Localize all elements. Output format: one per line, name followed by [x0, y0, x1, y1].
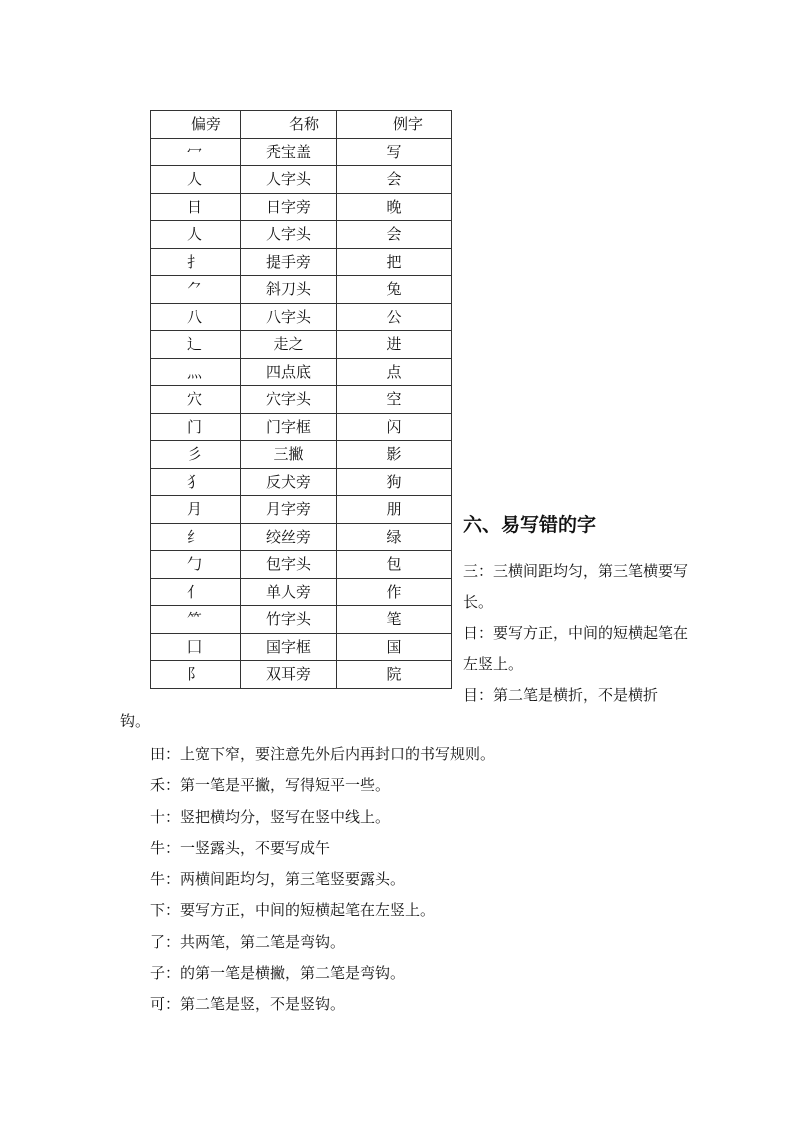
table-row: [151, 138, 452, 166]
name-cell: 八字头: [241, 303, 337, 331]
name-cell: 单人旁: [241, 578, 337, 606]
example-cell: 点: [337, 358, 452, 386]
example-cell: 把: [337, 248, 452, 276]
example-cell: 进: [337, 331, 452, 359]
table-row: [151, 358, 452, 386]
note-item: 牛：一竖露头，不要写成午: [150, 838, 331, 857]
name-cell: 国字框: [241, 633, 337, 661]
name-cell: 反犬旁: [241, 468, 337, 496]
radical-cell: 冖: [151, 138, 241, 166]
radical-cell: 扌: [151, 248, 241, 276]
example-cell: 作: [337, 578, 452, 606]
table-body: [151, 138, 452, 688]
table-row: [151, 303, 452, 331]
note-item: 田：上宽下窄，要注意先外后内再封口的书写规则。: [150, 745, 496, 763]
example-cell: 笔: [337, 606, 452, 634]
example-cell: 晚: [337, 193, 452, 221]
table-row: [151, 606, 452, 634]
name-cell: 月字旁: [241, 496, 337, 524]
radical-cell: ⺈: [151, 276, 241, 304]
table-row: [151, 441, 452, 469]
section-title: 六、易写错的字: [463, 514, 597, 536]
radical-cell: 月: [151, 496, 241, 524]
note-item: 了：共两笔，第二笔是弯钩。: [150, 932, 346, 951]
example-cell: 院: [337, 661, 452, 689]
side-notes: [463, 556, 693, 711]
name-cell: 双耳旁: [241, 661, 337, 689]
table-row: [151, 221, 452, 249]
note-item: 下：要写方正，中间的短横起笔在左竖上。: [150, 901, 436, 920]
name-cell: 绞丝旁: [241, 523, 337, 551]
table-row: [151, 193, 452, 221]
radical-cell: 人: [151, 166, 241, 194]
table-row: [151, 633, 452, 661]
side-note: 目：第二笔是横折，不是横折: [463, 686, 659, 704]
radical-cell: 门: [151, 413, 241, 441]
header-name: 名称: [241, 111, 337, 139]
example-cell: 影: [337, 441, 452, 469]
table-row: [151, 523, 452, 551]
name-cell: 人字头: [241, 221, 337, 249]
radical-cell: 阝: [151, 661, 241, 689]
table-row: [151, 331, 452, 359]
radical-cell: 亻: [151, 578, 241, 606]
table-row: [151, 413, 452, 441]
radical-cell: 纟: [151, 523, 241, 551]
name-cell: 门字框: [241, 413, 337, 441]
radical-cell: ⺮: [151, 606, 241, 634]
notes-list: [150, 739, 710, 1021]
note-item: 十：竖把横均分，竖写在竖中线上。: [150, 807, 391, 826]
example-cell: 会: [337, 166, 452, 194]
example-cell: 公: [337, 303, 452, 331]
radical-cell: 穴: [151, 386, 241, 414]
radical-table: [150, 110, 452, 689]
example-cell: 闪: [337, 413, 452, 441]
table-row: [151, 248, 452, 276]
radical-cell: 日: [151, 193, 241, 221]
table-row: [151, 578, 452, 606]
radical-cell: 囗: [151, 633, 241, 661]
example-cell: 朋: [337, 496, 452, 524]
example-cell: 会: [337, 221, 452, 249]
note-item: 牛：两横间距均匀，第三笔竖要露头。: [150, 870, 406, 889]
name-cell: 穴字头: [241, 386, 337, 414]
radical-cell: 八: [151, 303, 241, 331]
radical-cell: 犭: [151, 468, 241, 496]
table-row: [151, 496, 452, 524]
header-example: 例字: [337, 111, 452, 139]
name-cell: 竹字头: [241, 606, 337, 634]
example-cell: 狗: [337, 468, 452, 496]
example-cell: 写: [337, 138, 452, 166]
name-cell: 日字旁: [241, 193, 337, 221]
table-row: [151, 661, 452, 689]
side-note: 三：三横间距均匀，第三笔横要写长。: [463, 562, 689, 611]
wrapped-note-tail: 钩。: [120, 712, 151, 730]
example-cell: 兔: [337, 276, 452, 304]
radical-cell: 灬: [151, 358, 241, 386]
table-header-row: [151, 111, 452, 139]
radical-cell: 辶: [151, 331, 241, 359]
table-row: [151, 276, 452, 304]
name-cell: 人字头: [241, 166, 337, 194]
radical-cell: 勹: [151, 551, 241, 579]
note-item: 子：的第一笔是横撇，第二笔是弯钩。: [150, 964, 406, 983]
note-item: 可：第二笔是竖，不是竖钩。: [150, 995, 346, 1014]
name-cell: 三撇: [241, 441, 337, 469]
name-cell: 提手旁: [241, 248, 337, 276]
name-cell: 包字头: [241, 551, 337, 579]
example-cell: 绿: [337, 523, 452, 551]
example-cell: 国: [337, 633, 452, 661]
side-note: 日：要写方正，中间的短横起笔在左竖上。: [463, 624, 689, 673]
table-row: [151, 166, 452, 194]
example-cell: 空: [337, 386, 452, 414]
radical-cell: 彡: [151, 441, 241, 469]
radical-cell: 人: [151, 221, 241, 249]
table-row: [151, 551, 452, 579]
header-radical: 偏旁: [151, 111, 241, 139]
name-cell: 斜刀头: [241, 276, 337, 304]
example-cell: 包: [337, 551, 452, 579]
name-cell: 走之: [241, 331, 337, 359]
note-item: 禾：第一笔是平撇，写得短平一些。: [150, 776, 391, 795]
name-cell: 秃宝盖: [241, 138, 337, 166]
name-cell: 四点底: [241, 358, 337, 386]
table-row: [151, 386, 452, 414]
table-row: [151, 468, 452, 496]
